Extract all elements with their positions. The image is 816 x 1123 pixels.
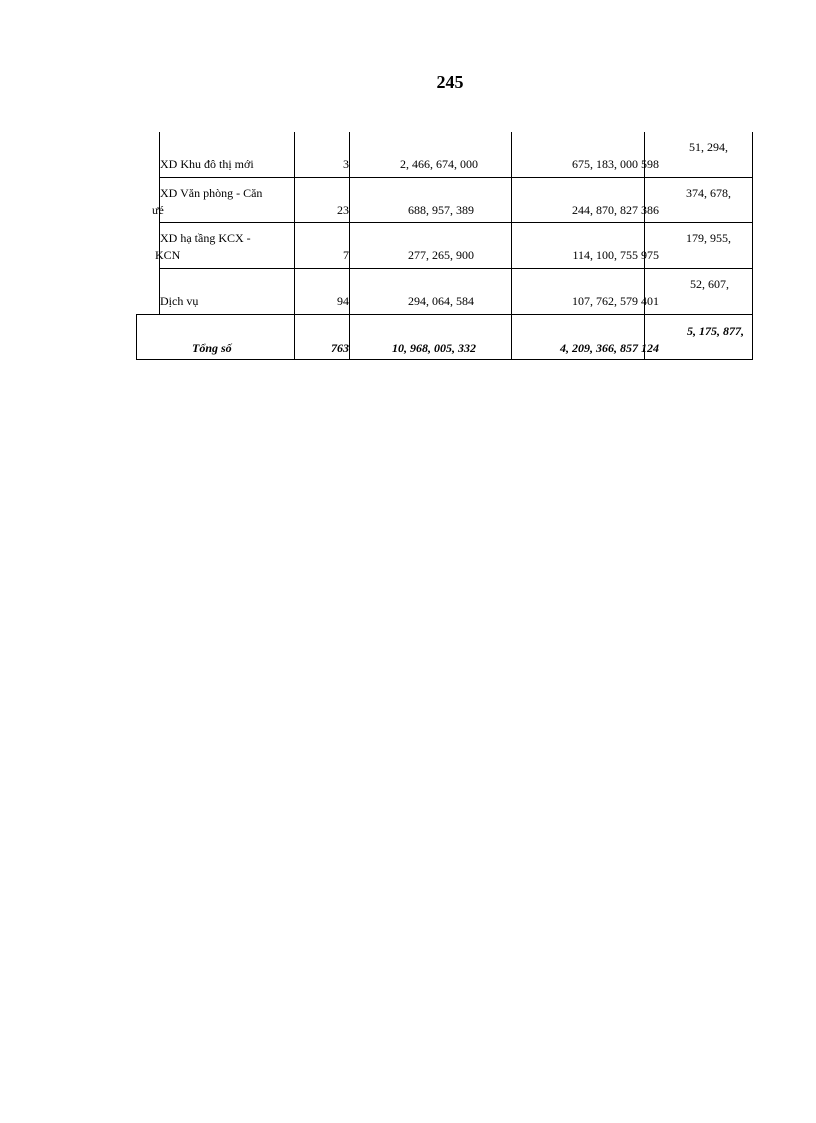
total-value-c: 5, 175, 877, [687,324,744,338]
grid-line-table-bottom [136,359,753,360]
row-3-count: 7 [343,248,349,262]
row-1-value-b: 675, 183, 000 [572,157,638,171]
total-value-b-overflow: 124 [641,341,659,355]
row-2-value-b: 244, 870, 827 [572,203,638,217]
row-4-value-b-overflow: 401 [641,294,659,308]
row-1-value-a: 2, 466, 674, 000 [400,157,478,171]
row-2-value-b-overflow: 386 [641,203,659,217]
row-3-name-line2: KCN [155,248,181,262]
page-number: 245 [436,72,464,92]
data-table [0,0,816,400]
total-count: 763 [331,341,349,355]
row-3-value-a: 277, 265, 900 [408,248,474,262]
row-1-count: 3 [343,157,349,171]
grid-line-right [752,132,753,360]
grid-line-row3-bottom [159,268,753,269]
grid-line-col2 [294,132,295,360]
row-2-name-line2: ưé [152,203,164,217]
row-4-count: 94 [337,294,349,308]
row-4-value-c: 52, 607, [690,277,729,291]
row-2-value-c: 374, 678, [686,186,731,200]
grid-line-row2-bottom [159,222,753,223]
grid-line-row4-bottom [136,314,753,315]
grid-line-col3 [349,132,350,360]
row-3-name-line1: XD hạ tầng KCX - [160,231,251,245]
row-1-name: XD Khu đô thị mới [160,157,254,171]
row-1-value-b-overflow: 598 [641,157,659,171]
row-2-value-a: 688, 957, 389 [408,203,474,217]
total-value-b: 4, 209, 366, 857 [560,341,638,355]
row-2-name-line1: XD Văn phòng - Căn [160,186,263,200]
row-4-value-b: 107, 762, 579 [572,294,638,308]
grid-line-left-outer [136,314,137,360]
row-3-value-c: 179, 955, [686,231,731,245]
total-label: Tổng số [192,341,232,355]
row-4-name: Dịch vụ [160,294,199,308]
grid-line-col4 [511,132,512,360]
row-1-value-c: 51, 294, [689,140,728,154]
row-3-value-b-overflow: 975 [641,248,659,262]
row-2-count: 23 [337,203,349,217]
row-4-value-a: 294, 064, 584 [408,294,474,308]
total-value-a: 10, 968, 005, 332 [392,341,476,355]
row-3-value-b: 114, 100, 755 [572,248,638,262]
grid-line-row1-bottom [159,177,753,178]
